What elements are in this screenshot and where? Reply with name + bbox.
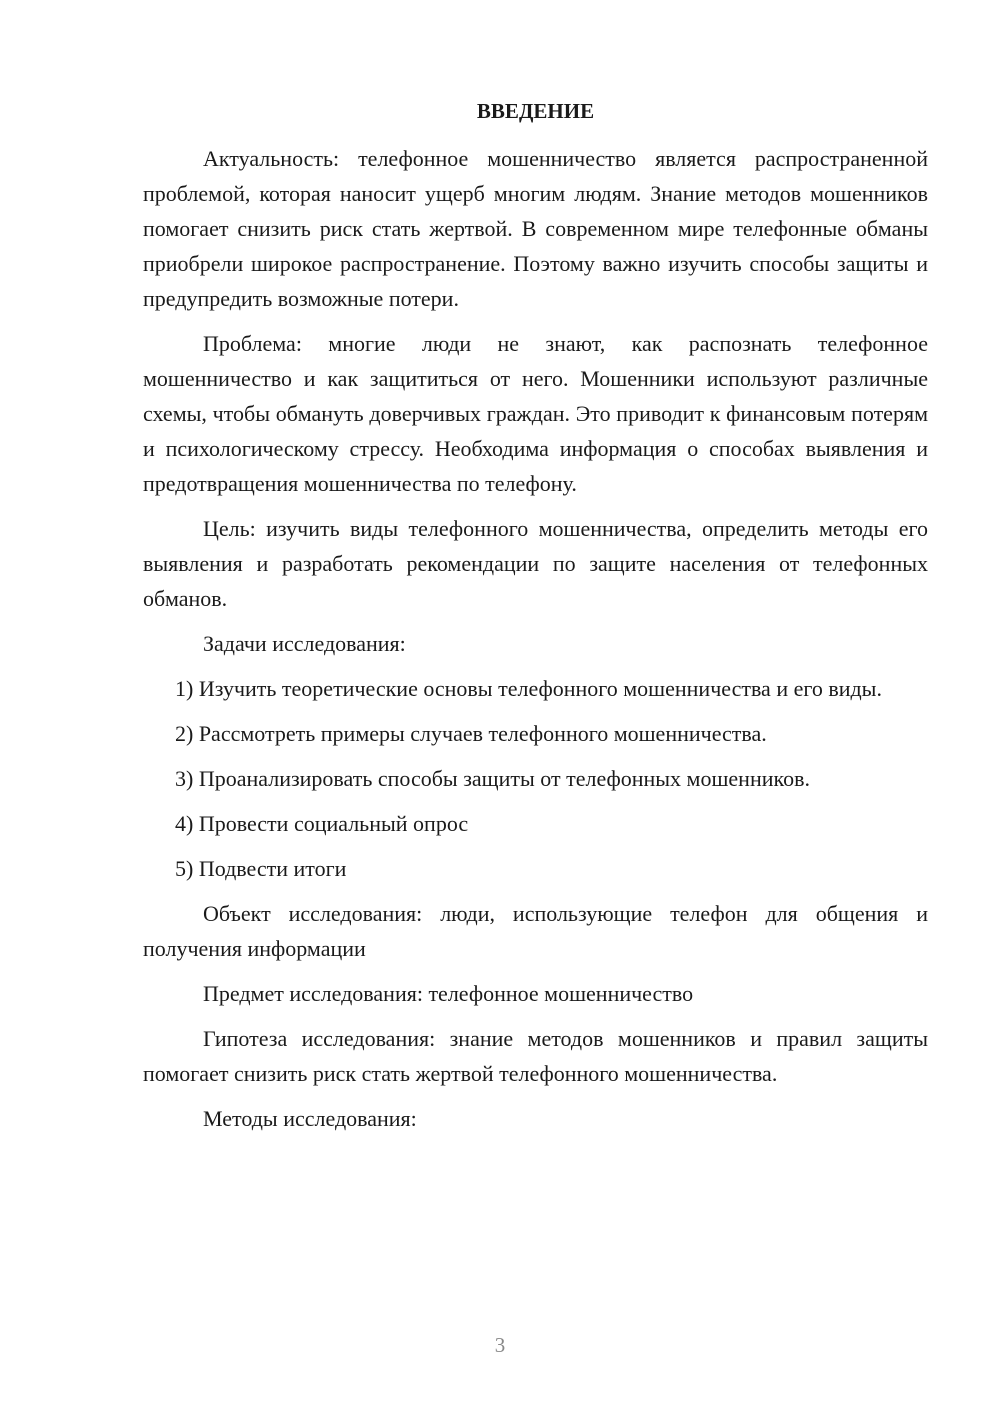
- page-content: [143, 94, 928, 1146]
- problem-paragraph: Проблема: многие люди не знают, как распознать телефонное мошенничество и как защититься от него. Мошенники используют различные схемы, чтобы обмануть доверчивых граждан. Это приводит к финансовым потерям и психологическому стрессу. Необходима информация о способах выявления и предотвращения мошенничества по телефону.: [143, 331, 928, 496]
- goal-paragraph: Цель: изучить виды телефонного мошенничества, определить методы его выявления и разработать рекомендации по защите населения от телефонных обманов.: [143, 516, 928, 611]
- task-item-4: 4) Провести социальный опрос: [175, 811, 469, 836]
- methods-title: Методы исследования:: [203, 1106, 417, 1131]
- tasks-title: Задачи исследования:: [203, 631, 406, 656]
- subject-paragraph: Предмет исследования: телефонное мошенничество: [203, 981, 694, 1006]
- task-item-5: 5) Подвести итоги: [175, 856, 347, 881]
- task-item-2: 2) Рассмотреть примеры случаев телефонного мошенничества.: [175, 721, 767, 746]
- hypothesis-paragraph: Гипотеза исследования: знание методов мошенников и правил защиты помогает снизить риск стать жертвой телефонного мошенничества.: [143, 1026, 928, 1086]
- task-item-3: 3) Проанализировать способы защиты от телефонных мошенников.: [175, 766, 810, 791]
- section-heading: ВВЕДЕНИЕ: [476, 99, 595, 123]
- task-item-1: 1) Изучить теоретические основы телефонного мошенничества и его виды.: [175, 676, 882, 701]
- object-paragraph: Объект исследования: люди, использующие телефон для общения и получения информации: [143, 901, 928, 961]
- page-number: 3: [494, 1333, 506, 1357]
- relevance-paragraph: Актуальность: телефонное мошенничество является распространенной проблемой, которая наносит ущерб многим людям. Знание методов мошенников помогает снизить риск стать жертвой. В современном мире телефонные обманы приобрели широкое распространение. Поэтому важно изучить способы защиты и предупредить возможные потери.: [143, 146, 928, 311]
